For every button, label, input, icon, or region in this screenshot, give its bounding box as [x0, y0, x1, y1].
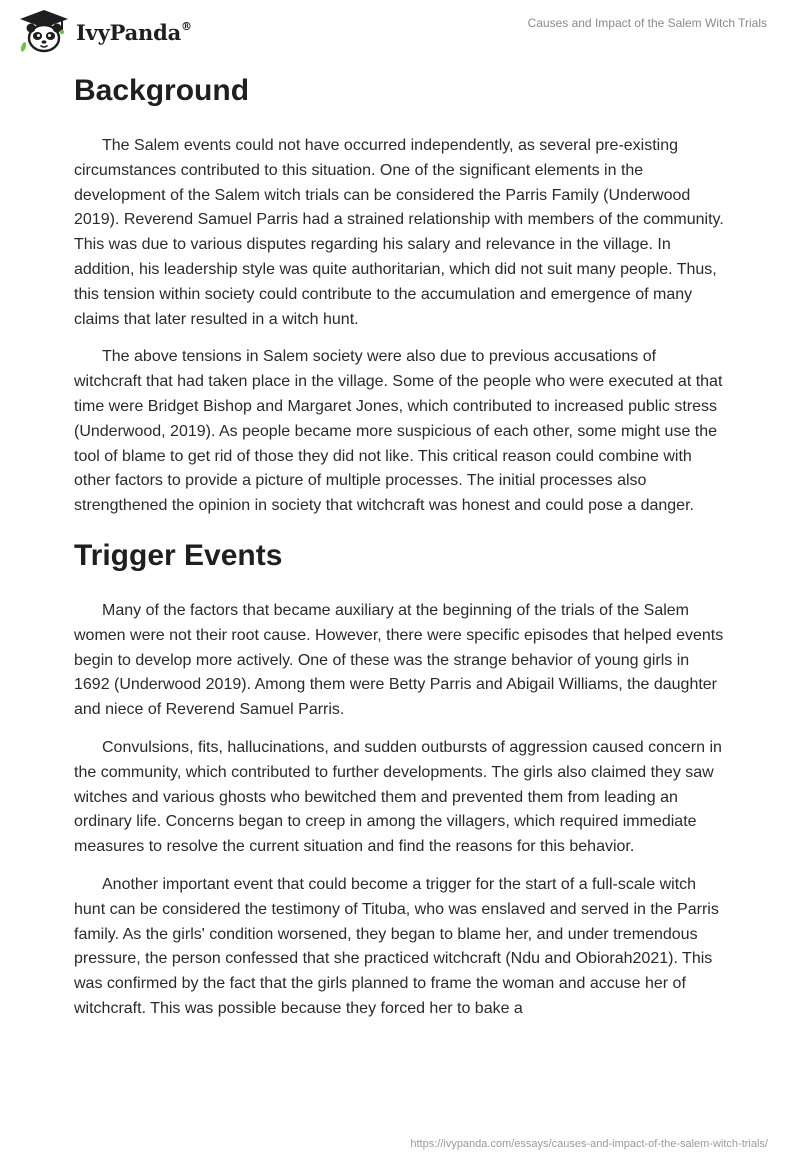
page-header	[0, 0, 800, 60]
paragraph: The above tensions in Salem society were also due to previous accusations of witchcraft that had taken place in the village. Some of the people who were executed at that time were Bridget Bishop and Margaret Jones, which contributed to increased public stress (Underwood, 2019). As people became more suspicious of each other, some might use the tool of blame to get rid of those they did not like. This critical reason could combine with other factors to provide a picture of multiple processes. The initial processes also strengthened the opinion in society that witchcraft was honest and could pose a danger.	[74, 348, 723, 515]
paragraph: Another important event that could become a trigger for the start of a full-scale witch hunt can be considered the testimony of Tituba, who was enslaved and served in the Parris family. As the girls' condition worsened, they began to blame her, and under tremendous pressure, the person confessed that she practiced witchcraft (Ndu and Obiorah2021). This was confirmed by the fact that the girls planned to frame the woman and accuse her of witchcraft. This was possible because they forced her to bake a	[74, 875, 719, 1017]
paragraph: The Salem events could not have occurred independently, as several pre-existing circumstances contributed to this situation. One of the significant elements in the development of the Salem witch trials can be considered the Parris Family (Underwood 2019). Reverend Samuel Parris had a strained relationship with members of the community. This was due to various disputes regarding his salary and relevance in the village. In addition, his leadership style was quite authoritarian, which did not suit many people. Thus, this tension within society could contribute to the accumulation and emergence of many claims that later resulted in a witch hunt.	[74, 137, 724, 328]
essay-content	[74, 74, 724, 1035]
section-heading-trigger-events: Trigger Events	[74, 538, 283, 572]
registered-mark: ®	[181, 19, 192, 33]
brand-label: IvyPanda	[76, 19, 182, 45]
paragraph: Many of the factors that became auxiliary at the beginning of the trials of the Salem women were not their root cause. However, there were specific episodes that helped events begin to develop more actively. One of these was the strange behavior of young girls in 1692 (Underwood 2019). Among them were Betty Parris and Abigail Williams, the daughter and niece of Reverend Samuel Parris.	[74, 601, 724, 719]
document-title: Causes and Impact of the Salem Witch Trials	[527, 16, 767, 30]
section-heading-background: Background	[74, 74, 250, 107]
panda-graduation-cap-icon	[16, 8, 72, 54]
paragraph: Convulsions, fits, hallucinations, and sudden outbursts of aggression caused concern in the community, which contributed to further developments. The girls also claimed they saw witches and various ghosts who bewitched them and prevented them from leading an ordinary life. Concerns began to creep in among the villagers, which required immediate measures to resolve the current situation and find the reasons for this behavior.	[74, 738, 722, 856]
ivypanda-logo[interactable]	[16, 8, 192, 54]
source-url[interactable]: https://ivypanda.com/essays/causes-and-impact-of-the-salem-witch-trials/	[410, 1138, 768, 1150]
brand-name	[76, 20, 192, 45]
